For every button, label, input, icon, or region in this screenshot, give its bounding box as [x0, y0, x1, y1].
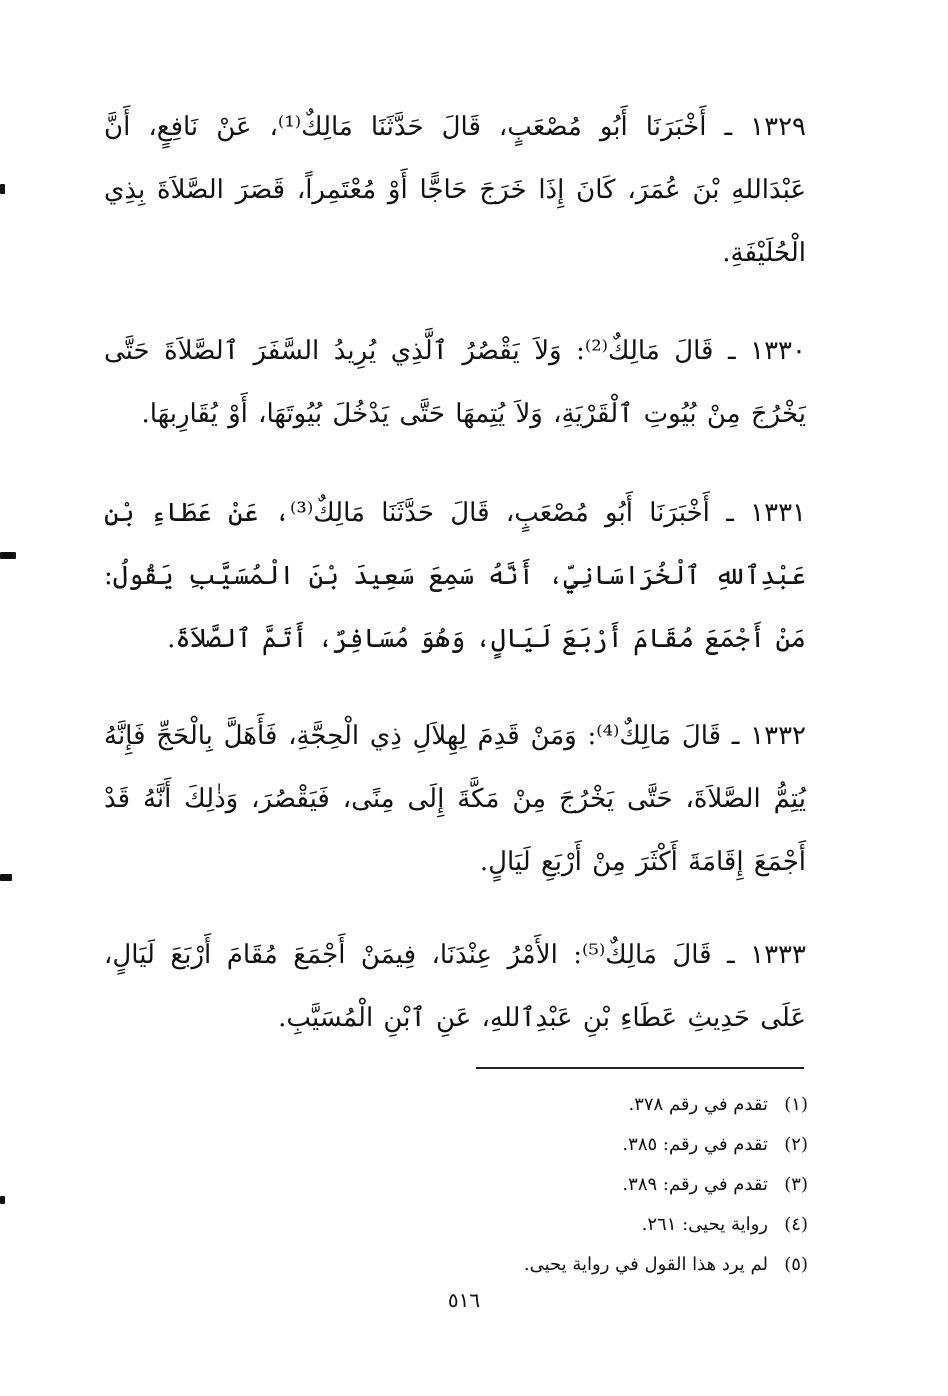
footnote-number: (١) — [784, 1094, 808, 1115]
footnotes-list — [380, 1085, 808, 1285]
page-number: ٥١٦ — [447, 1288, 481, 1312]
footnote-text: لم يرد هذا القول في رواية يحيى. — [523, 1254, 768, 1275]
footnote-3 — [380, 1165, 808, 1205]
footnote-divider — [476, 1067, 804, 1069]
footnote-2 — [380, 1125, 808, 1165]
paragraph-text: ١٣٣٣ ـ قَالَ مَالِكٌ⁽⁵⁾: الأَمْرُ عِنْدَنَا، فِيمَنْ أَجْمَعَ مُقَامَ أَرْبَعَ لَيَالٍ، عَلَى حَدِيثِ عَطَاءِ بْنِ عَبْدِٱللهِ، عَنِ ٱبْنِ الْمُسَيَّبِ. — [104, 940, 806, 1033]
footnote-text: تقدم في رقم: ٣٨٩. — [622, 1174, 768, 1195]
scan-edge-mark — [0, 552, 16, 559]
footnote-number: (٢) — [784, 1134, 808, 1155]
scan-edge-mark — [0, 1196, 5, 1204]
footnote-text: تقدم في رقم ٣٧٨. — [628, 1094, 768, 1115]
hadith-paragraph-1333 — [104, 924, 806, 1050]
footnote-text: تقدم في رقم: ٣٨٥. — [622, 1134, 768, 1155]
hadith-paragraph-1329 — [104, 96, 806, 285]
paragraph-text: ١٣٣١ ـ أَخْبَرَنَا أَبُو مُصْعَبٍ، قَالَ حَدَّثَنَا مَالِكٌ⁽³⁾، عَنْ عَطَاءِ بْنِ عَبْدِٱللهِ ٱلْخُرَاسَانِيِّ، أَنَّهُ سَمِعَ سَعِيدَ بْنَ الْمُسَيَّبِ يَقُولُ: مَنْ أَجْمَعَ مُقَامَ أَرْبَعَ لَيَالٍ، وَهُوَ مُسَافِرٌ، أَتَمَّ ٱلصَّلاَةَ. — [104, 498, 806, 654]
footnote-number: (٥) — [784, 1254, 808, 1275]
hadith-paragraph-1330 — [104, 320, 806, 446]
footnote-1 — [380, 1085, 808, 1125]
footnote-number: (٤) — [784, 1214, 808, 1235]
hadith-paragraph-1331 — [104, 482, 806, 671]
paragraph-text: ١٣٣٢ ـ قَالَ مَالِكٌ⁽⁴⁾: وَمَنْ قَدِمَ لِهِلاَلِ ذِي الْحِجَّةِ، فَأَهَلَّ بِالْحَجِّ فَإِنَّهُ يُتِمُّ الصَّلاَةَ، حَتَّى يَخْرُجَ مِنْ مَكَّةَ إِلَى مِنًى، فَيَقْصُرَ، وَذٰلِكَ أَنَّهُ قَدْ أَجْمَعَ إِقَامَةَ أَكْثَرَ مِنْ أَرْبَعِ لَيَالٍ. — [104, 721, 806, 877]
scan-edge-mark — [0, 874, 12, 881]
hadith-paragraph-1332 — [104, 705, 806, 894]
footnote-4 — [380, 1205, 808, 1245]
paragraph-text: ١٣٣٠ ـ قَالَ مَالِكٌ⁽²⁾: وَلاَ يَقْصُرُ ٱلَّذِي يُرِيدُ السَّفَرَ ٱلصَّلاَةَ حَتَّى يَخْرُجَ مِنْ بُيُوتِ ٱلْقَرْيَةِ، وَلاَ يُتِمهَا حَتَّى يَدْخُلَ بُيُوتَهَا، أَوْ يُقَارِبهَا. — [104, 336, 806, 429]
footnote-number: (٣) — [784, 1174, 808, 1195]
footnote-5 — [380, 1245, 808, 1285]
scan-edge-mark — [0, 184, 5, 194]
paragraph-text: ١٣٢٩ ـ أَخْبَرَنَا أَبُو مُصْعَبٍ، قَالَ حَدَّثَنَا مَالِكٌ⁽¹⁾، عَنْ نَافِعٍ، أَنَّ عَبْدَاللهِ بْنَ عُمَرَ، كَانَ إِذَا خَرَجَ حَاجًّا أَوْ مُعْتَمِراً، قَصَرَ الصَّلاَةَ بِذِي الْحُلَيْفَةِ. — [104, 112, 806, 268]
footnote-text: رواية يحيى: ٢٦١. — [641, 1214, 768, 1235]
